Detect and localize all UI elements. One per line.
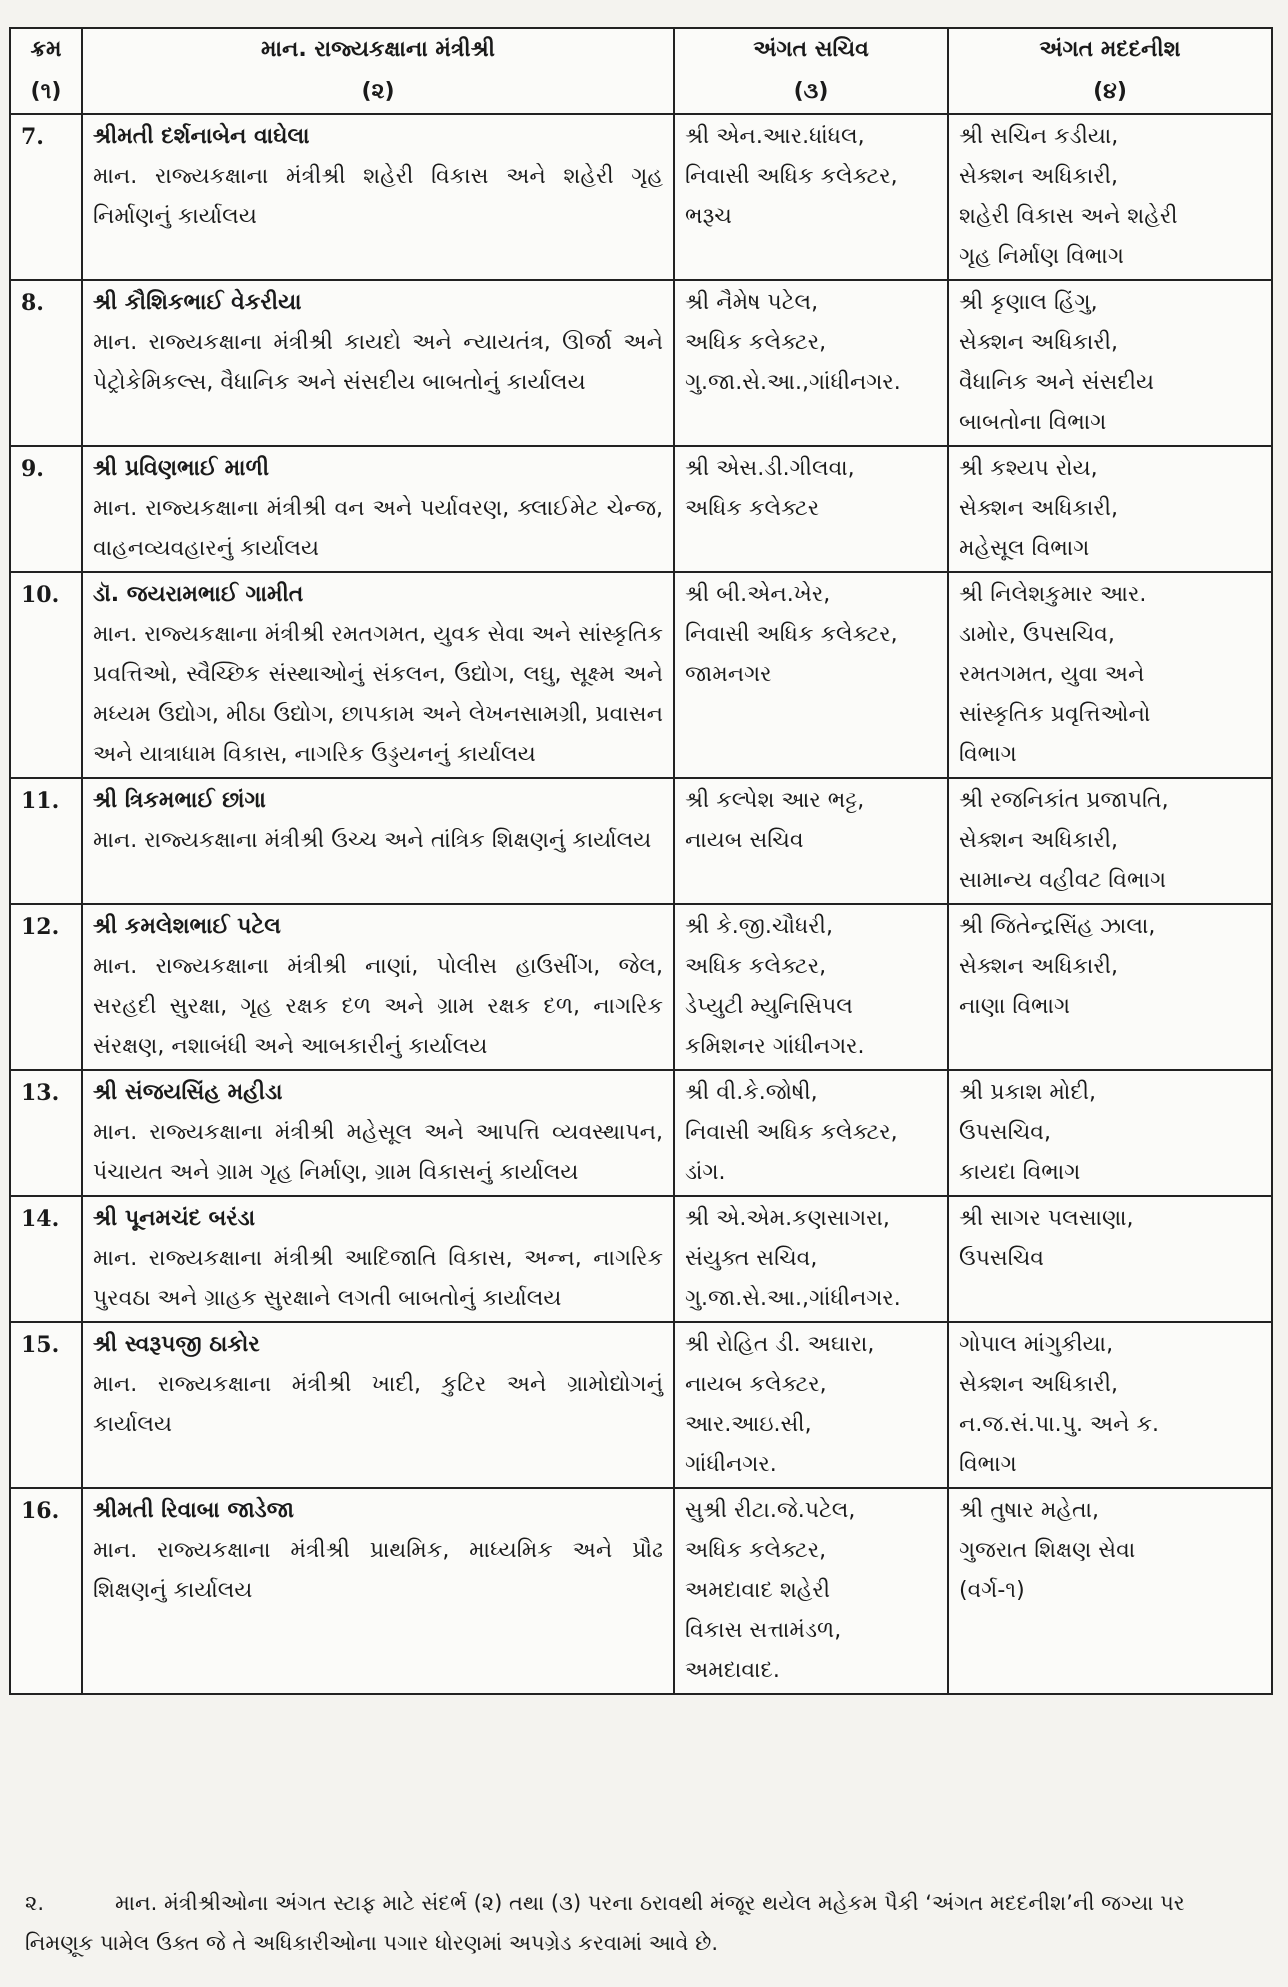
serial-number: 16. — [10, 1488, 82, 1694]
header-serial — [10, 28, 82, 114]
assistant-line: રમતગમત, યુવા અને — [959, 662, 1145, 687]
assistant-line: સામાન્ય વહીવટ વિભાગ — [959, 868, 1167, 893]
minister-name: શ્રીમતી રિવાબા જાડેજા — [93, 1498, 294, 1523]
table-row — [10, 1488, 1272, 1694]
secretary-line: શ્રી એન.આર.ધાંધલ, — [685, 124, 865, 149]
secretary-line: અમદાવાદ. — [685, 1658, 780, 1683]
footer-paragraph — [25, 1883, 1255, 1963]
secretary-line: ડેપ્યુટી મ્યુનિસિપલ — [685, 994, 853, 1019]
assistant-line: શ્રી પ્રકાશ મોદી, — [959, 1080, 1096, 1105]
assistant-line: શ્રી સાગર પલસાણા, — [959, 1206, 1134, 1231]
paragraph-text: માન. મંત્રીશ્રીઓના અંગત સ્ટાફ માટે સંદર્ભ (૨) તથા (૩) પરના ઠરાવથી મંજૂર થયેલ મહેકમ પૈકી ‘અંગત મદદનીશ’ની જગ્યા પર નિમણૂક પામેલ ઉક્ત જે તે અધિકારીઓના પગાર ધોરણમાં અપગ્રેડ કરવામાં આવે છે. — [25, 1891, 1185, 1955]
secretary-line: અધિક કલેક્ટર, — [685, 954, 827, 979]
minister-cell — [82, 446, 674, 572]
minister-cell — [82, 280, 674, 446]
table-row — [10, 904, 1272, 1070]
secretary-line: અધિક કલેક્ટર, — [685, 1538, 827, 1563]
minister-cell — [82, 904, 674, 1070]
serial-number: 13. — [10, 1070, 82, 1196]
minister-cell — [82, 114, 674, 280]
minister-office: માન. રાજ્યકક્ષાના મંત્રીશ્રી કાયદો અને ન્યાયતંત્ર, ઊર્જા અને પેટ્રોકેમિકલ્સ, વૈધાનિક અને સંસદીય બાબતોનું કાર્યાલય — [93, 330, 663, 395]
table-row — [10, 1070, 1272, 1196]
assistant-line: શ્રી જિતેન્દ્રસિંહ ઝાલા, — [959, 914, 1156, 939]
table-row — [10, 280, 1272, 446]
assistant-line: શ્રી નિલેશકુમાર આર. — [959, 582, 1147, 607]
minister-cell — [82, 1322, 674, 1488]
assistant-line: સેક્શન અધિકારી, — [959, 828, 1118, 853]
assistant-line: શ્રી રજનિકાંત પ્રજાપતિ, — [959, 788, 1169, 813]
minister-cell — [82, 1488, 674, 1694]
serial-number: 8. — [10, 280, 82, 446]
secretary-line: નાયબ સચિવ — [685, 828, 804, 853]
minister-office: માન. રાજ્યકક્ષાના મંત્રીશ્રી શહેરી વિકાસ અને શહેરી ગૃહ નિર્માણનું કાર્યાલય — [93, 164, 663, 229]
secretary-line: નિવાસી અધિક કલેક્ટર, — [685, 622, 898, 647]
assistant-line: શહેરી વિકાસ અને શહેરી — [959, 204, 1178, 229]
table-row — [10, 1196, 1272, 1322]
assistant-line: ગુજરાત શિક્ષણ સેવા — [959, 1538, 1136, 1563]
serial-number: 9. — [10, 446, 82, 572]
minister-cell — [82, 778, 674, 904]
header-minister-number: (૨) — [361, 79, 395, 104]
paragraph-number: ૨. — [25, 1891, 45, 1915]
assistant-cell — [948, 280, 1272, 446]
assistant-line: શ્રી કશ્યપ રોય, — [959, 456, 1098, 481]
header-secretary-number: (૩) — [793, 79, 829, 104]
secretary-line: શ્રી એસ.ડી.ગીલવા, — [685, 456, 855, 481]
assistant-line: શ્રી તુષાર મહેતા, — [959, 1498, 1099, 1523]
secretary-line: અધિક કલેક્ટર, — [685, 330, 827, 355]
minister-name: શ્રી કમલેશભાઈ પટેલ — [93, 914, 281, 939]
header-secretary — [674, 28, 948, 114]
header-serial-title: ક્રમ — [30, 37, 62, 62]
assistant-cell — [948, 1488, 1272, 1694]
secretary-line: શ્રી કે.જી.ચૌધરી, — [685, 914, 833, 939]
minister-office: માન. રાજ્યકક્ષાના મંત્રીશ્રી આદિજાતિ વિકાસ, અન્ન, નાગરિક પુરવઠા અને ગ્રાહક સુરક્ષાને લગતી બાબતોનું કાર્યાલય — [93, 1246, 663, 1311]
assistant-line: સેક્શન અધિકારી, — [959, 330, 1118, 355]
secretary-line: ભરૂચ — [685, 204, 732, 229]
assistant-line: બાબતોના વિભાગ — [959, 410, 1107, 435]
minister-cell — [82, 1070, 674, 1196]
secretary-line: શ્રી બી.એન.ખેર, — [685, 582, 831, 607]
assistant-line: ઉપસચિવ — [959, 1246, 1045, 1271]
secretary-line: કમિશનર ગાંધીનગર. — [685, 1034, 865, 1059]
assistant-line: કાયદા વિભાગ — [959, 1160, 1081, 1185]
assistant-line: સેક્શન અધિકારી, — [959, 164, 1118, 189]
table-header — [10, 28, 1272, 114]
assistant-line: સેક્શન અધિકારી, — [959, 496, 1118, 521]
secretary-line: નિવાસી અધિક કલેક્ટર, — [685, 1120, 898, 1145]
table-row — [10, 1322, 1272, 1488]
secretary-line: ડાંગ. — [685, 1160, 726, 1185]
assistant-line: ડામોર, ઉપસચિવ, — [959, 622, 1115, 647]
secretary-line: શ્રી નૈમેષ પટેલ, — [685, 290, 819, 315]
secretary-cell — [674, 1196, 948, 1322]
header-assistant-number: (૪) — [1093, 79, 1127, 104]
staff-table — [9, 27, 1273, 1695]
secretary-line: ગુ.જા.સે.આ.,ગાંધીનગર. — [685, 370, 901, 395]
header-assistant-title: અંગત મદદનીશ — [1039, 37, 1181, 62]
minister-name: શ્રી કૌશિકભાઈ વેકરીયા — [93, 290, 302, 315]
secretary-line: આર.આઇ.સી, — [685, 1412, 812, 1437]
assistant-cell — [948, 1322, 1272, 1488]
minister-office: માન. રાજ્યકક્ષાના મંત્રીશ્રી ખાદી, કુટિર અને ગ્રામોદ્યોગનું કાર્યાલય — [93, 1372, 663, 1437]
minister-cell — [82, 572, 674, 778]
header-serial-number: (૧) — [30, 79, 62, 104]
assistant-line: વિભાગ — [959, 1452, 1017, 1477]
secretary-cell — [674, 778, 948, 904]
header-secretary-title: અંગત સચિવ — [753, 37, 869, 62]
assistant-line: ન.જ.સં.પા.પુ. અને ક. — [959, 1412, 1160, 1437]
minister-office: માન. રાજ્યકક્ષાના મંત્રીશ્રી ઉચ્ચ અને તાંત્રિક શિક્ષણનું કાર્યાલય — [93, 828, 652, 853]
minister-name: શ્રી પૂનમચંદ બરંડા — [93, 1206, 256, 1231]
assistant-cell — [948, 572, 1272, 778]
assistant-cell — [948, 1070, 1272, 1196]
secretary-cell — [674, 1070, 948, 1196]
serial-number: 10. — [10, 572, 82, 778]
secretary-cell — [674, 446, 948, 572]
secretary-line: ગાંધીનગર. — [685, 1452, 777, 1477]
minister-name: શ્રી સ્વરૂપજી ઠાકોર — [93, 1332, 260, 1357]
assistant-cell — [948, 1196, 1272, 1322]
secretary-cell — [674, 904, 948, 1070]
assistant-line: સાંસ્કૃતિક પ્રવૃત્તિઓનો — [959, 702, 1151, 727]
assistant-line: સેક્શન અધિકારી, — [959, 1372, 1118, 1397]
assistant-line: નાણા વિભાગ — [959, 994, 1071, 1019]
secretary-line: ગુ.જા.સે.આ.,ગાંધીનગર. — [685, 1286, 901, 1311]
table-row — [10, 446, 1272, 572]
secretary-cell — [674, 280, 948, 446]
secretary-line: અમદાવાદ શહેરી — [685, 1578, 831, 1603]
secretary-line: જામનગર — [685, 662, 772, 687]
assistant-line: સેક્શન અધિકારી, — [959, 954, 1118, 979]
secretary-line: શ્રી રોહિત ડી. અઘારા, — [685, 1332, 875, 1357]
serial-number: 7. — [10, 114, 82, 280]
secretary-line: શ્રી કલ્પેશ આર ભટ્ટ, — [685, 788, 865, 813]
assistant-line: ગૃહ નિર્માણ વિભાગ — [959, 244, 1124, 269]
assistant-line: ગોપાલ માંગુકીયા, — [959, 1332, 1114, 1357]
minister-name: શ્રી ત્રિકમભાઈ છાંગા — [93, 788, 266, 813]
secretary-line: નાયબ કલેક્ટર, — [685, 1372, 827, 1397]
table-row — [10, 114, 1272, 280]
assistant-cell — [948, 446, 1272, 572]
assistant-cell — [948, 778, 1272, 904]
secretary-line: નિવાસી અધિક કલેક્ટર, — [685, 164, 898, 189]
minister-cell — [82, 1196, 674, 1322]
secretary-cell — [674, 114, 948, 280]
minister-office: માન. રાજ્યકક્ષાના મંત્રીશ્રી રમતગમત, યુવક સેવા અને સાંસ્કૃતિક પ્રવત્તિઓ, સ્વૈચ્છિક સંસ્થાઓનું સંકલન, ઉદ્યોગ, લઘુ, સૂક્ષ્મ અને મધ્યમ ઉદ્યોગ, મીઠા ઉદ્યોગ, છાપકામ અને લેખનસામગ્રી, પ્રવાસન અને યાત્રાધામ વિકાસ, નાગરિક ઉડ્ડયનનું કાર્યાલય — [93, 622, 663, 767]
header-minister-title: માન. રાજ્યકક્ષાના મંત્રીશ્રી — [261, 37, 495, 62]
assistant-line: વૈધાનિક અને સંસદીય — [959, 370, 1155, 395]
secretary-line: શ્રી વી.કે.જોષી, — [685, 1080, 818, 1105]
header-assistant — [948, 28, 1272, 114]
secretary-line: શ્રી એ.એમ.કણસાગરા, — [685, 1206, 890, 1231]
secretary-line: અધિક કલેક્ટર — [685, 496, 820, 521]
assistant-line: ઉપસચિવ, — [959, 1120, 1052, 1145]
minister-name: ડૉ. જયરામભાઈ ગામીત — [93, 582, 304, 607]
serial-number: 12. — [10, 904, 82, 1070]
serial-number: 15. — [10, 1322, 82, 1488]
secretary-cell — [674, 1488, 948, 1694]
minister-office: માન. રાજ્યકક્ષાના મંત્રીશ્રી મહેસૂલ અને આપત્તિ વ્યવસ્થાપન, પંચાયત અને ગ્રામ ગૃહ નિર્માણ, ગ્રામ વિકાસનું કાર્યાલય — [93, 1120, 663, 1185]
assistant-cell — [948, 114, 1272, 280]
minister-name: શ્રીમતી દર્શનાબેન વાઘેલા — [93, 124, 310, 149]
table-row — [10, 778, 1272, 904]
minister-office: માન. રાજ્યકક્ષાના મંત્રીશ્રી વન અને પર્યાવરણ, ક્લાઈમેટ ચેન્જ, વાહનવ્યવહારનું કાર્યાલય — [93, 496, 663, 561]
secretary-cell — [674, 1322, 948, 1488]
table-body — [10, 114, 1272, 1694]
minister-office: માન. રાજ્યકક્ષાના મંત્રીશ્રી નાણાં, પોલીસ હાઉસીંગ, જેલ, સરહદી સુરક્ષા, ગૃહ રક્ષક દળ અને ગ્રામ રક્ષક દળ, નાગરિક સંરક્ષણ, નશાબંધી અને આબકારીનું કાર્યાલય — [93, 954, 663, 1059]
minister-office: માન. રાજ્યકક્ષાના મંત્રીશ્રી પ્રાથમિક, માધ્યમિક અને પ્રૌઢ શિક્ષણનું કાર્યાલય — [93, 1538, 663, 1603]
minister-name: શ્રી સંજયસિંહ મહીડા — [93, 1080, 283, 1105]
assistant-cell — [948, 904, 1272, 1070]
minister-name: શ્રી પ્રવિણભાઈ માળી — [93, 456, 270, 481]
secretary-cell — [674, 572, 948, 778]
assistant-line: વિભાગ — [959, 742, 1017, 767]
secretary-line: સુશ્રી રીટા.જે.પટેલ, — [685, 1498, 856, 1523]
assistant-line: મહેસૂલ વિભાગ — [959, 536, 1090, 561]
assistant-line: શ્રી સચિન કડીયા, — [959, 124, 1119, 149]
secretary-line: સંયુક્ત સચિવ, — [685, 1246, 818, 1271]
secretary-line: વિકાસ સત્તામંડળ, — [685, 1618, 842, 1643]
assistant-line: શ્રી કૃણાલ હિંગુ, — [959, 290, 1098, 315]
header-minister — [82, 28, 674, 114]
table-row — [10, 572, 1272, 778]
assistant-line: (વર્ગ-૧) — [959, 1578, 1025, 1603]
serial-number: 14. — [10, 1196, 82, 1322]
serial-number: 11. — [10, 778, 82, 904]
